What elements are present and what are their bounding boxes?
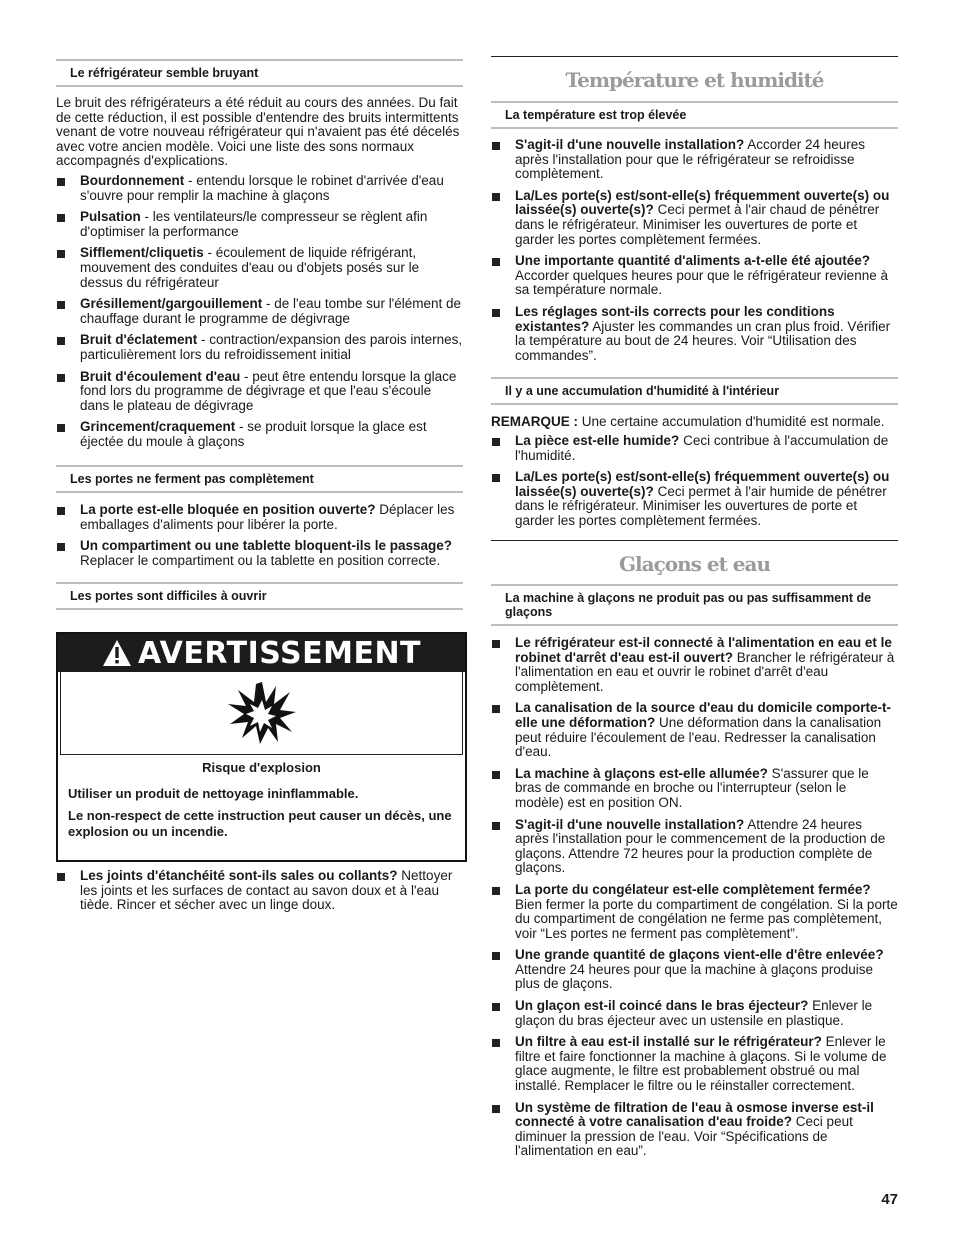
noise-heading: Le réfrigérateur semble bruyant — [56, 59, 463, 87]
section-rule — [491, 56, 898, 57]
doors-open-list — [56, 869, 463, 920]
humidity-note: REMARQUE : Une certaine accumulation d'humidité est normale. — [491, 414, 885, 429]
section-rule — [491, 540, 898, 541]
list-item: Une importante quantité d'aliments a-t-elle été ajoutée? Accorder quelques heures pour que le réfrigérateur revienne à sa température normale. — [491, 254, 898, 298]
warning-header — [58, 634, 465, 672]
list-item: Un compartiment ou une tablette bloquent-ils le passage? Replacer le compartiment ou la tablette en position correcte. — [56, 539, 463, 568]
list-item: Bruit d'écoulement d'eau - peut être entendu lorsque la glace fond lors du programme de dégivrage et que l'eau s'écoule dans le plateau de dégivrage — [56, 370, 463, 414]
explosion-image — [60, 672, 463, 755]
doors-close-heading: Les portes ne ferment pas complètement — [56, 465, 463, 493]
list-item: Bruit d'éclatement - contraction/expansion des parois internes, particulièrement lors du refroidissement initial — [56, 333, 463, 362]
ice-list — [491, 636, 898, 1166]
list-item: Sifflement/cliquetis - écoulement de liquide réfrigérant, mouvement des conduites d'eau ou d'objets posés sur le dessus du réfrigérateur — [56, 246, 463, 290]
list-item: La porte du congélateur est-elle complètement fermée? Bien fermer la porte du compartiment de congélation. Si la porte du compartiment de congélation ne ferme pas complètement, voir “Les portes ne ferment pas complètement”. — [491, 883, 898, 941]
list-item: La/Les porte(s) est/sont-elle(s) fréquemment ouverte(s) ou laissée(s) ouverte(s)? Ceci permet à l'air chaud de pénétrer dans le réfrigérateur. Minimiser les ouvertures de porte et garder les portes complètement fermées. — [491, 189, 898, 247]
page-number: 47 — [881, 1191, 898, 1208]
list-item: Grincement/craquement - se produit lorsque la glace est éjectée du moule à glaçons — [56, 420, 463, 449]
ice-heading: La machine à glaçons ne produit pas ou pas suffisamment de glaçons — [491, 584, 898, 626]
list-item: La pièce est-elle humide? Ceci contribue à l'accumulation de l'humidité. — [491, 434, 898, 463]
list-item: Les réglages sont-ils corrects pour les conditions existantes? Ajuster les commandes un cran plus froid. Vérifier la température au bout de 24 heures. Voir “Utilisation des commandes”. — [491, 305, 898, 363]
list-item: Une grande quantité de glaçons vient-elle d'être enlevée? Attendre 24 heures pour que la machine à glaçons produise plus de glaçons. — [491, 948, 898, 992]
warning-line-1: Utiliser un produit de nettoyage ininflammable. — [68, 786, 359, 801]
warning-box — [56, 632, 467, 862]
humidity-heading: Il y a une accumulation d'humidité à l'intérieur — [491, 377, 898, 405]
warning-risk: Risque d'explosion — [202, 760, 321, 775]
list-item: Les joints d'étanchéité sont-ils sales ou collants? Nettoyer les joints et les surfaces de contact au savon doux et à l'eau tiède. Rincer et sécher avec un linge doux. — [56, 869, 463, 913]
noise-intro: Le bruit des réfrigérateurs a été réduit au cours des années. Du fait de cette réduction, il est possible d'entendre des bruits intermittents venant de votre nouveau réfrigérateur qui n'avaient pas été décelés avec votre ancien modèle. Voici une liste des sons normaux accompagnés d'explications. — [56, 95, 460, 169]
noise-list — [56, 174, 463, 457]
warning-line-2: Le non-respect de cette instruction peut causer un décès, une explosion ou un incendie. — [68, 808, 452, 839]
list-item: S'agit-il d'une nouvelle installation? Accorder 24 heures après l'installation pour que le réfrigérateur se refroidisse complètement. — [491, 138, 898, 182]
explosion-icon — [226, 678, 298, 748]
list-item: Un filtre à eau est-il installé sur le réfrigérateur? Enlever le filtre et faire fonctionner la machine à glaçons. Si le volume de glace augmente, le filtre est probablement obstrué ou mal installé. Remplacer le filtre ou le réinstaller correctement. — [491, 1035, 898, 1093]
warning-body — [58, 760, 465, 840]
doors-open-heading: Les portes sont difficiles à ouvrir — [56, 582, 463, 610]
list-item: Un système de filtration de l'eau à osmose inverse est-il connecté à votre canalisation d'eau froide? Ceci peut diminuer la pression de l'eau. Voir “Spécifications de l'alimentation en eau”. — [491, 1101, 898, 1159]
doors-close-list — [56, 503, 463, 575]
temp-high-heading: La température est trop élevée — [491, 101, 898, 129]
warning-title: AVERTISSEMENT — [137, 635, 422, 671]
humidity-list — [491, 434, 898, 536]
list-item: Un glaçon est-il coincé dans le bras éjecteur? Enlever le glaçon du bras éjecteur avec un ustensile en plastique. — [491, 999, 898, 1028]
warning-triangle-icon — [102, 639, 132, 667]
list-item: Le réfrigérateur est-il connecté à l'alimentation en eau et le robinet d'arrêt d'eau est-il ouvert? Brancher le réfrigérateur à l'alimentation en eau et ouvrir le robinet d'arrêt d'eau complètement. — [491, 636, 898, 694]
list-item: Bourdonnement - entendu lorsque le robinet d'arrivée d'eau s'ouvre pour remplir la machine à glaçons — [56, 174, 463, 203]
list-item: Pulsation - les ventilateurs/le compresseur se règlent afin d'optimiser la performance — [56, 210, 463, 239]
list-item: Grésillement/gargouillement - de l'eau tombe sur l'élément de chauffage durant le programme de dégivrage — [56, 297, 463, 326]
temp-high-list — [491, 138, 898, 370]
list-item: La machine à glaçons est-elle allumée? S'assurer que le bras de commande en broche ou l'interrupteur (selon le modèle) est en position ON. — [491, 767, 898, 811]
temperature-title: Température et humidité — [565, 68, 824, 92]
ice-title: Glaçons et eau — [618, 552, 771, 576]
list-item: La/Les porte(s) est/sont-elle(s) fréquemment ouverte(s) ou laissée(s) ouverte(s)? Ceci permet à l'air humide de pénétrer dans le réfrigérateur. Minimiser les ouvertures de porte et garder les portes complètement fermées. — [491, 470, 898, 528]
list-item: La canalisation de la source d'eau du domicile comporte-t-elle une déformation? Une déformation dans la canalisation peut réduire l'écoulement de l'eau. Redresser la canalisation d'eau. — [491, 701, 898, 759]
list-item: S'agit-il d'une nouvelle installation? Attendre 24 heures après l'installation pour le commencement de la production de glaçons. Attendre 72 heures pour la production complète de glaçons. — [491, 818, 898, 876]
list-item: La porte est-elle bloquée en position ouverte? Déplacer les emballages d'aliments pour libérer la porte. — [56, 503, 463, 532]
